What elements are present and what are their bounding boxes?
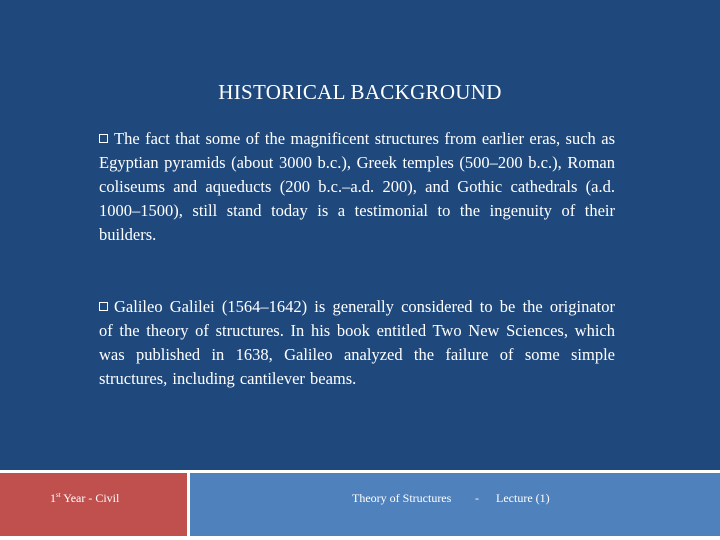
footer-course-label: Theory of Structures <box>352 491 452 505</box>
footer-lecture-label: Lecture (1) <box>496 491 550 505</box>
bullet-text-2: Galileo Galilei (1564–1642) is generally considered to be the originator of the theory of structures. In his book entitled Two New Sciences, which was published in 1638, Galileo analyzed the failure of some simple structures, including cantilever beams. <box>99 297 615 388</box>
footer-year-label <box>50 491 119 506</box>
bullet-paragraph-2 <box>99 295 615 391</box>
footer-year-rest: Year - Civil <box>60 491 120 505</box>
slide-title: HISTORICAL BACKGROUND <box>218 80 502 104</box>
hollow-square-bullet-icon <box>99 134 108 143</box>
footer-right-block <box>190 473 720 536</box>
footer-year-suffix: st <box>56 491 61 499</box>
bullet-text-1: The fact that some of the magnificent structures from earlier eras, such as Egyptian pyramids (about 3000 b.c.), Greek temples (500–200 b.c.), Roman coliseums and aqueducts (200 b.c.–a.d. 200), and Gothic cathedrals (a.d. 1000–1500), still stand today is a testimonial to the ingenuity of their builders. <box>99 129 615 244</box>
hollow-square-bullet-icon <box>99 302 108 311</box>
bullet-paragraph-1 <box>99 127 615 247</box>
footer-year-number: 1 <box>50 491 56 505</box>
footer-separator: - <box>475 491 479 505</box>
